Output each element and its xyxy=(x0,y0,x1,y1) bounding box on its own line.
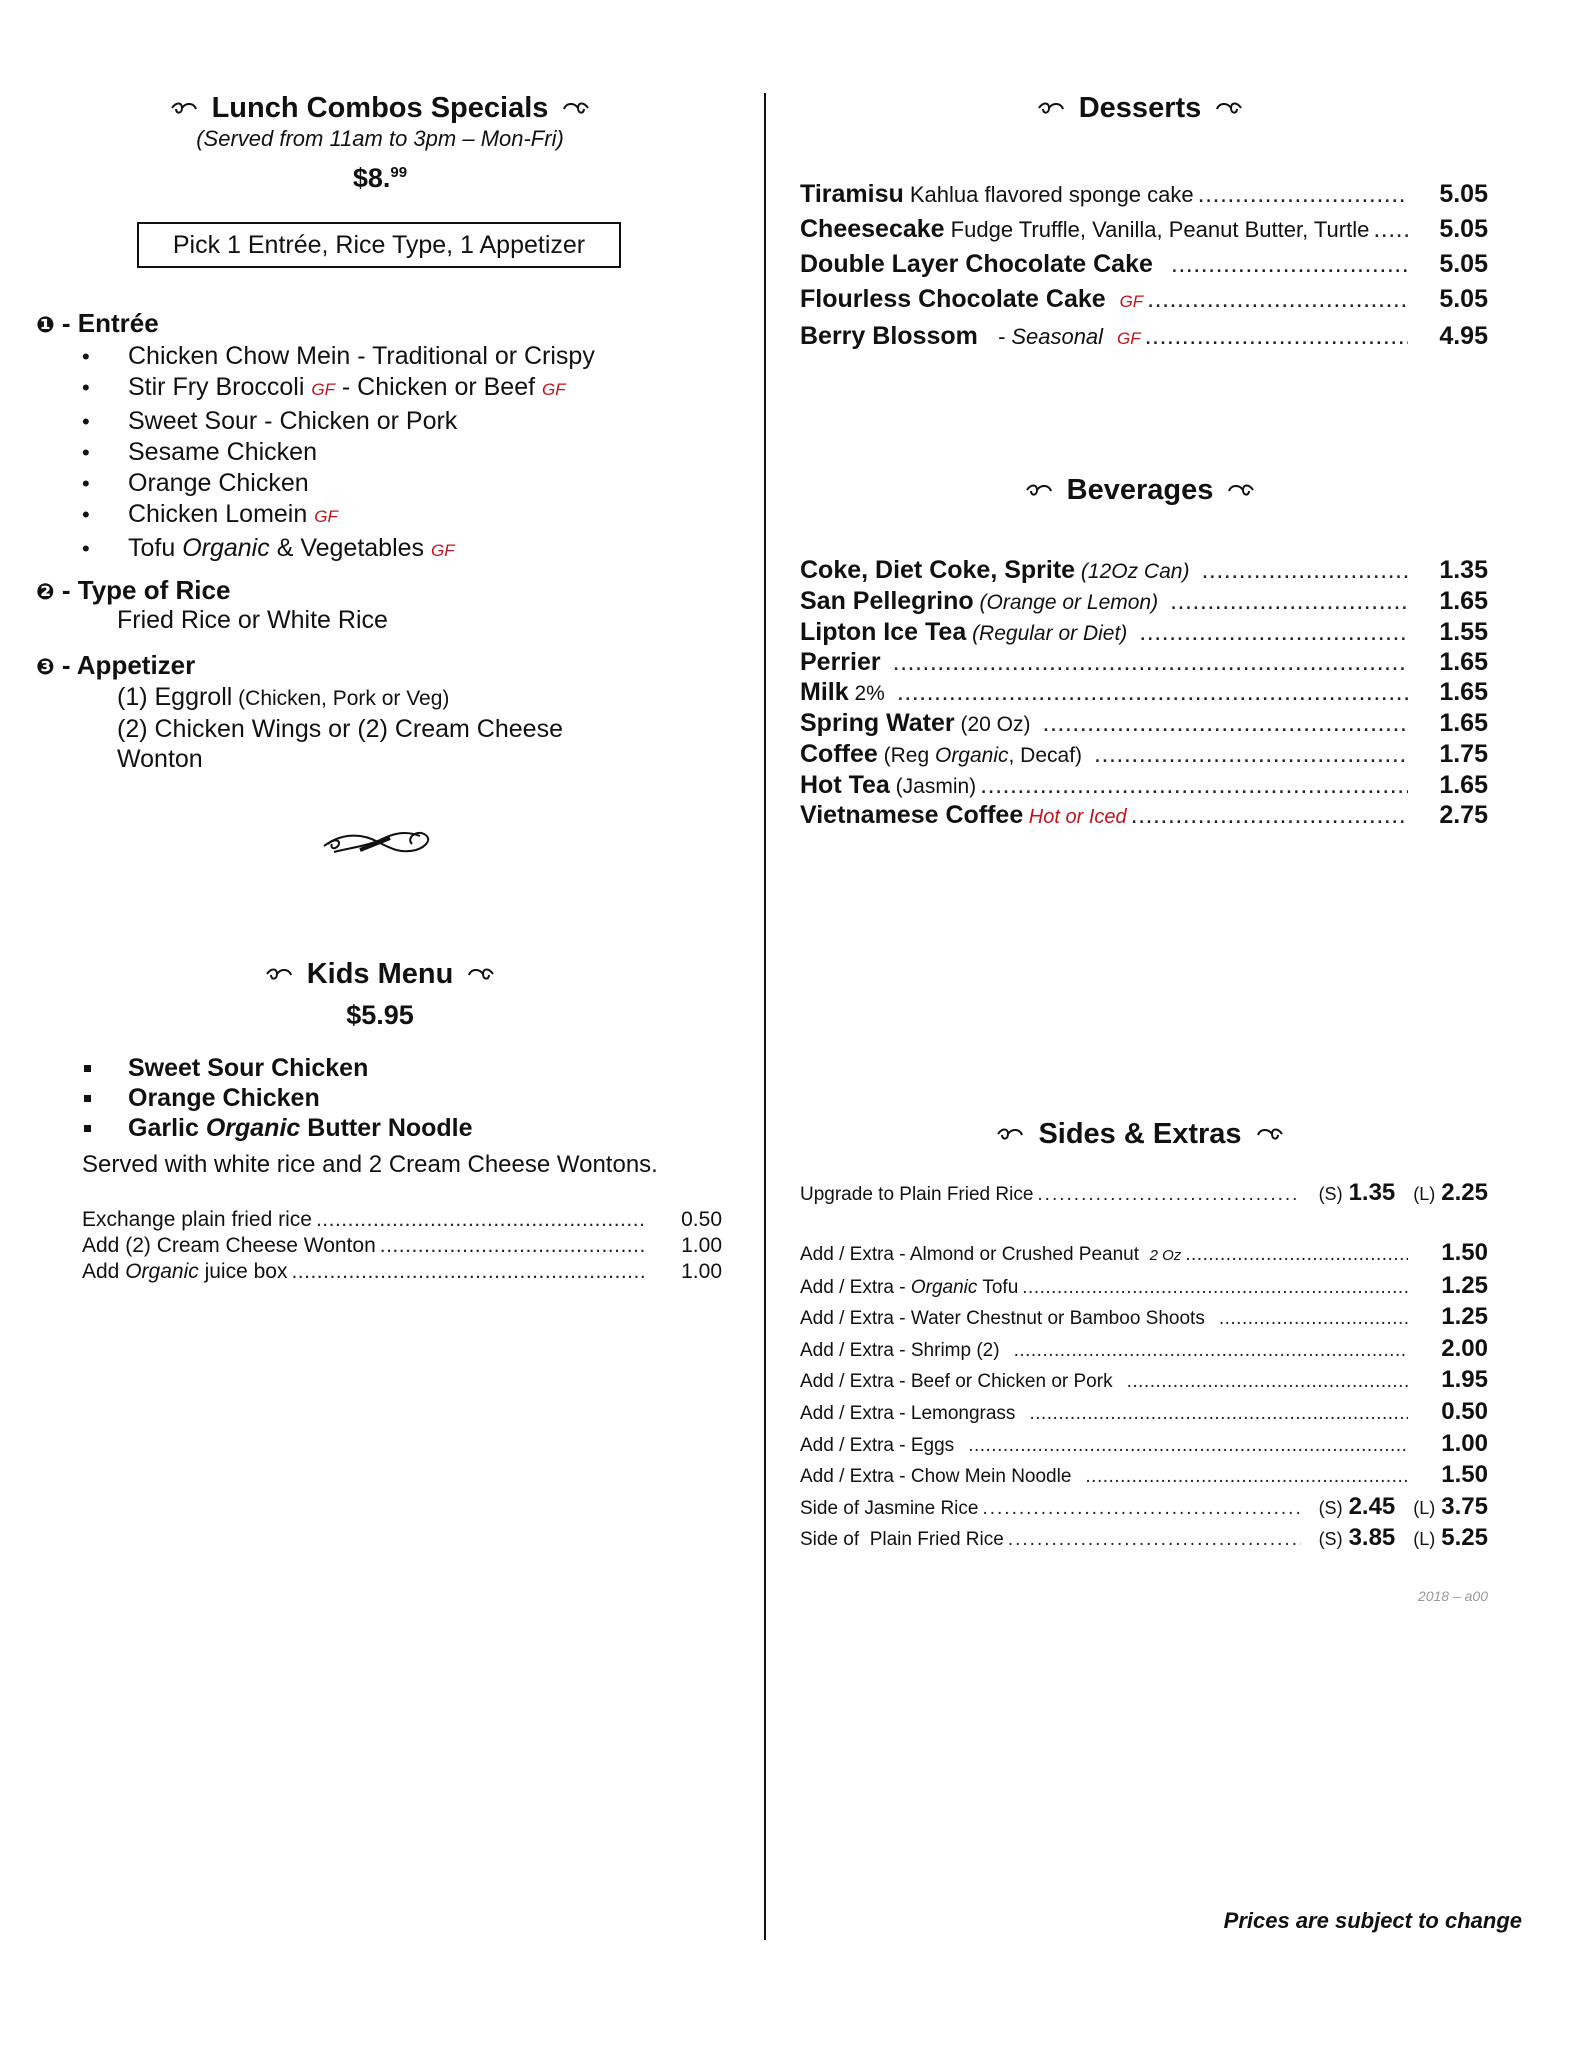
table-row: Add / Extra - Shrimp (2) ..... 2.00 xyxy=(800,1334,1488,1366)
gf-badge: GF xyxy=(430,540,455,560)
rice-options: Fried Rice or White Rice xyxy=(117,606,388,634)
rice-number: ❷ xyxy=(36,580,55,605)
table-row: Add Organic juice box ..... 1.00 xyxy=(82,1259,722,1285)
table-row: Perrier ..... 1.65 xyxy=(800,648,1488,678)
rice-heading xyxy=(36,575,230,606)
list-item: • Stir Fry Broccoli GF - Chicken or Beef GF xyxy=(38,372,595,405)
list-item: Sweet Sour Chicken xyxy=(82,1053,473,1083)
table-row: Add / Extra - Lemongrass ..... 0.50 xyxy=(800,1397,1488,1429)
gf-badge: GF xyxy=(542,380,566,400)
table-row: Add / Extra - Beef or Chicken or Pork ..... 1.95 xyxy=(800,1365,1488,1397)
table-row: Exchange plain fried rice ..... 0.50 xyxy=(82,1207,722,1233)
entree-list xyxy=(38,341,595,566)
table-row: Add / Extra - Organic Tofu ..... 1.25 xyxy=(800,1271,1488,1303)
sides-heading xyxy=(800,1118,1480,1151)
kids-extras xyxy=(82,1207,722,1285)
table-row: Add / Extra - Chow Mein Noodle ..... 1.50 xyxy=(800,1460,1488,1492)
list-item: Orange Chicken xyxy=(82,1083,473,1113)
appetizer-number: ❸ xyxy=(36,655,55,680)
lunch-title: Lunch Combos Specials xyxy=(211,92,549,124)
kids-list xyxy=(82,1053,473,1143)
sides-extras-list xyxy=(800,1238,1488,1555)
list-item: • Chicken Lomein GF xyxy=(38,499,595,532)
rice-title: - Type of Rice xyxy=(54,575,231,605)
lunch-price-cents: 99 xyxy=(390,164,408,181)
table-row: Hot Tea (Jasmin) ..... 1.65 xyxy=(800,771,1488,802)
table-row: Lipton Ice Tea (Regular or Diet) ..... 1.55 xyxy=(800,618,1488,649)
table-row: Vietnamese Coffee Hot or Iced ..... 2.75 xyxy=(800,801,1488,833)
table-row: Flourless Chocolate Cake GF ..... 5.05 xyxy=(800,282,1488,319)
table-row: Add / Extra - Almond or Crushed Peanut 2 Oz ..... 1.50 xyxy=(800,1238,1488,1271)
ornament-left-icon xyxy=(1037,100,1065,118)
table-row: Add (2) Cream Cheese Wonton ..... 1.00 xyxy=(82,1233,722,1259)
ornament-right-icon xyxy=(1215,100,1243,118)
ornament-right-icon xyxy=(467,966,495,984)
desserts-heading xyxy=(800,92,1480,125)
list-item: • Sesame Chicken xyxy=(38,437,595,468)
ornament-right-icon xyxy=(1256,1126,1284,1144)
beverages-title: Beverages xyxy=(1066,474,1214,506)
gf-badge: GF xyxy=(311,380,335,400)
list-item: • Tofu Organic & Vegetables GF xyxy=(38,533,595,566)
kids-title: Kids Menu xyxy=(306,958,454,990)
table-row: Berry Blossom - Seasonal GF ..... 4.95 xyxy=(800,319,1488,356)
list-item: Garlic Organic Butter Noodle xyxy=(82,1113,473,1143)
lunch-served-hours: (Served from 11am to 3pm – Mon-Fri) xyxy=(196,126,564,151)
gf-badge: GF xyxy=(314,507,338,527)
table-row: Double Layer Chocolate Cake ..... 5.05 xyxy=(800,247,1488,282)
desserts-title: Desserts xyxy=(1078,92,1202,124)
table-row: Coke, Diet Coke, Sprite (12Oz Can) ..... 1.35 xyxy=(800,556,1488,587)
table-row: Upgrade to Plain Fried Rice ..... (S) 1.35 (L) 2.25 xyxy=(800,1178,1488,1210)
list-item: • Chicken Chow Mein - Traditional or Crispy xyxy=(38,341,595,372)
table-row: Add / Extra - Eggs ..... 1.00 xyxy=(800,1429,1488,1461)
pick-instructions-box: Pick 1 Entrée, Rice Type, 1 Appetizer xyxy=(137,222,621,268)
flourish-divider-icon xyxy=(320,824,438,864)
kids-price: $5.95 xyxy=(346,1000,414,1030)
ornament-left-icon xyxy=(996,1126,1024,1144)
table-row: Coffee (Reg Organic, Decaf) ..... 1.75 xyxy=(800,740,1488,771)
gf-badge: GF xyxy=(1116,329,1141,348)
ornament-left-icon xyxy=(265,966,293,984)
ornament-right-icon xyxy=(1227,482,1255,500)
table-row: Spring Water (20 Oz) ..... 1.65 xyxy=(800,709,1488,740)
kids-note: Served with white rice and 2 Cream Cheese Wontons. xyxy=(82,1151,658,1178)
entree-title: - Entrée xyxy=(54,308,159,338)
beverages-list xyxy=(800,556,1488,833)
table-row: Side of Jasmine Rice ..... (S) 2.45 (L) 3.75 xyxy=(800,1492,1488,1524)
appetizer-heading xyxy=(36,650,195,681)
gf-badge: GF xyxy=(1119,292,1144,311)
lunch-price xyxy=(40,163,720,194)
ornament-right-icon xyxy=(562,100,590,118)
sides-title: Sides & Extras xyxy=(1038,1118,1242,1150)
column-divider xyxy=(764,93,766,1940)
entree-heading xyxy=(36,308,159,339)
table-row: Milk 2% ..... 1.65 xyxy=(800,678,1488,709)
list-item: • Orange Chicken xyxy=(38,468,595,499)
list-item: • Sweet Sour - Chicken or Pork xyxy=(38,406,595,437)
prices-disclaimer: Prices are subject to change xyxy=(1223,1908,1522,1933)
table-row: Add / Extra - Water Chestnut or Bamboo Shoots ..... 1.25 xyxy=(800,1302,1488,1334)
table-row: Side of Plain Fried Rice ..... (S) 3.85 (L) 5.25 xyxy=(800,1523,1488,1555)
lunch-heading xyxy=(40,92,720,125)
table-row: Cheesecake Fudge Truffle, Vanilla, Peanut Butter, Turtle ..... 5.05 xyxy=(800,212,1488,247)
table-row: San Pellegrino (Orange or Lemon) ..... 1.65 xyxy=(800,587,1488,618)
beverages-heading xyxy=(800,474,1480,507)
entree-number: ❶ xyxy=(36,313,55,338)
ornament-left-icon xyxy=(1025,482,1053,500)
appetizer-title: - Appetizer xyxy=(54,650,196,680)
lunch-price-main: $8. xyxy=(352,163,391,193)
appetizer-options: (1) Eggroll (Chicken, Pork or Veg) (2) Chicken Wings or (2) Cream Cheese Wonton xyxy=(117,683,563,773)
menu-version-code: 2018 – a00 xyxy=(1417,1588,1488,1604)
sides-upgrade xyxy=(800,1178,1488,1210)
ornament-left-icon xyxy=(170,100,198,118)
table-row: Tiramisu Kahlua flavored sponge cake ..... 5.05 xyxy=(800,177,1488,212)
desserts-list xyxy=(800,177,1488,356)
kids-heading xyxy=(40,958,720,991)
